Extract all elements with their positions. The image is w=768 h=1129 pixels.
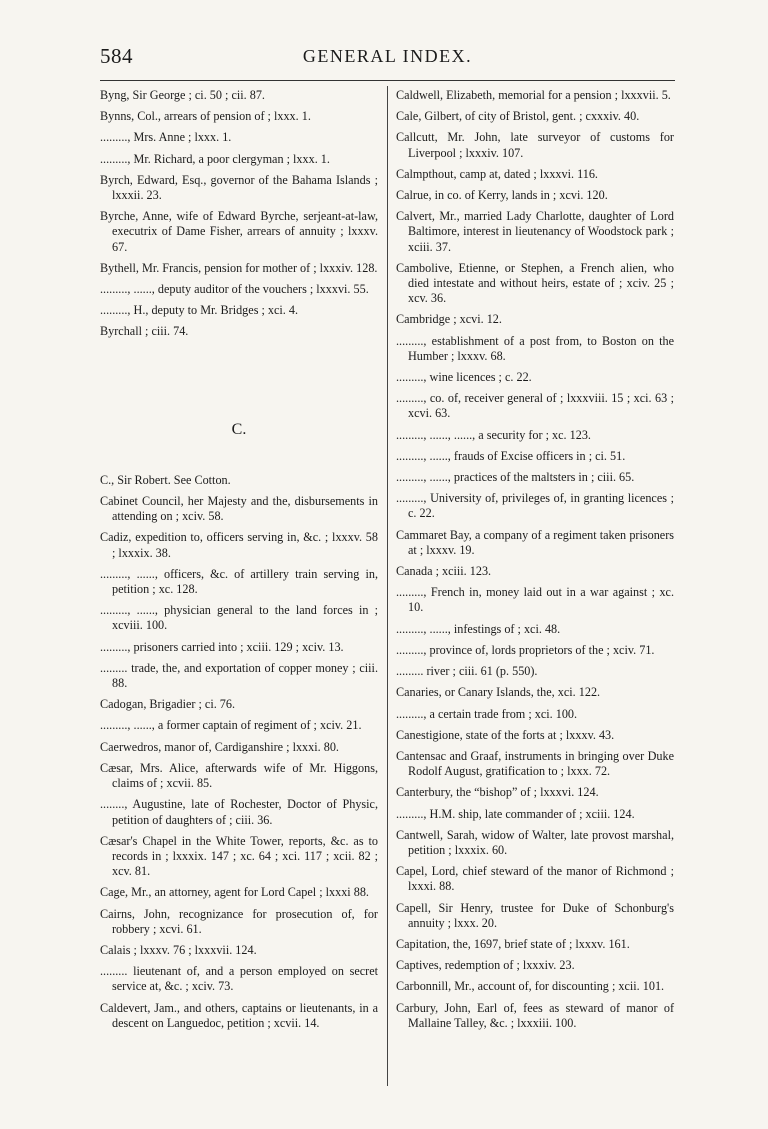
index-entry: ........., ......, infestings of ; xci. 48. (396, 621, 561, 636)
index-entry: Bythell, Mr. Francis, pension for mother of ; lxxxiv. 128. (100, 260, 378, 275)
index-entry: Callcutt, Mr. John, late surveyor of customs for Liverpool ; lxxxiv. 107. (396, 130, 674, 160)
left-top-entries (100, 88, 378, 340)
index-entry: Canada ; xciii. 123. (396, 564, 492, 579)
index-entry: ........., ......, frauds of Excise officers in ; ci. 51. (396, 448, 626, 463)
index-entry: ......... trade, the, and exportation of copper money ; ciii. 88. (100, 660, 378, 691)
index-entry: ........., University of, privileges of, in granting licences ; c. 22. (396, 491, 674, 521)
index-entry: ........., province of, lords proprietors of the ; xciv. 71. (396, 642, 655, 657)
index-entry: ........., wine licences ; c. 22. (396, 370, 532, 385)
index-entry: Cambolive, Etienne, or Stephen, a French alien, who died intestate and without heirs, estate of ; xciv. 25 ; xcv. 36. (396, 260, 674, 306)
index-entry: Caldevert, Jam., and others, captains or lieutenants, in a descent on Languedoc, petition ; xcvii. 14. (100, 1000, 378, 1030)
index-entry: Canestigione, state of the forts at ; lxxxv. 43. (396, 727, 615, 742)
header-rule (100, 80, 675, 81)
index-entry: ........., ......, deputy auditor of the vouchers ; lxxxvi. 55. (100, 282, 369, 297)
index-entry: Calmpthout, camp at, dated ; lxxxvi. 116. (396, 166, 598, 181)
page-number: 584 (100, 44, 133, 68)
index-entry: Captives, redemption of ; lxxxiv. 23. (396, 958, 575, 973)
index-entry: Carbury, John, Earl of, fees as steward of manor of Mallaine Talley, &c. ; lxxxiii. 100. (396, 1000, 674, 1030)
index-entry: ........., ......, a former captain of regiment of ; xciv. 21. (100, 718, 362, 733)
index-entry: Carbonnill, Mr., account of, for discounting ; xcii. 101. (396, 979, 665, 994)
index-entry: Cantensac and Graaf, instruments in bringing over Duke Rodolf August, gratification to ; lxxx. 72. (396, 748, 674, 779)
running-title: GENERAL INDEX. (302, 46, 473, 66)
index-entry: ........, Augustine, late of Rochester, Doctor of Physic, petition of daughters of ; ciii. 36. (100, 797, 378, 827)
index-entry: Calrue, in co. of Kerry, lands in ; xcvi. 120. (396, 188, 608, 203)
index-entry: Byrche, Anne, wife of Edward Byrche, serjeant-at-law, executrix of Dame Fisher, arrears of annuity ; lxxxv. 67. (100, 209, 378, 254)
right-column (396, 88, 674, 1037)
index-entry: Cale, Gilbert, of city of Bristol, gent. ; cxxxiv. 40. (396, 109, 640, 124)
page-header (100, 44, 675, 72)
column-divider (387, 86, 388, 1086)
index-entry: Cambridge ; xcvi. 12. (396, 312, 502, 327)
index-entry: Byrchall ; ciii. 74. (100, 324, 189, 339)
index-entry: Cadiz, expedition to, officers serving in, &c. ; lxxxv. 58 ; lxxxix. 38. (100, 530, 378, 560)
index-entry: Cabinet Council, her Majesty and the, disbursements in attending on ; xciv. 58. (100, 494, 378, 524)
index-entry: Cæsar's Chapel in the White Tower, reports, &c. as to records in ; lxxxix. 147 ; xc. 64 ; xci. 117 ; xcii. 82 ; xcv. 81. (100, 833, 378, 879)
index-entry: C., Sir Robert. See Cotton. (100, 472, 231, 487)
index-entry: ........., ......, officers, &c. of artillery train serving in, petition ; xc. 128. (100, 566, 378, 597)
index-entry: Bynns, Col., arrears of pension of ; lxxx. 1. (100, 109, 311, 124)
index-entry: Capel, Lord, chief steward of the manor of Richmond ; lxxxi. 88. (396, 864, 674, 894)
index-entry: Caldwell, Elizabeth, memorial for a pension ; lxxxvii. 5. (396, 88, 671, 102)
index-entry: Capitation, the, 1697, brief state of ; lxxxv. 161. (396, 936, 630, 951)
index-entry: ........., H., deputy to Mr. Bridges ; xci. 4. (100, 303, 299, 318)
left-column (100, 88, 378, 1037)
index-entry: ........., a certain trade from ; xci. 100. (396, 706, 578, 721)
left-bottom-entries (100, 473, 378, 1031)
index-entry: Cage, Mr., an attorney, agent for Lord Capel ; lxxxi 88. (100, 885, 369, 900)
index-entry: Cairns, John, recognizance for prosecution of, for robbery ; xcvi. 61. (100, 906, 378, 936)
right-entries (396, 88, 674, 1031)
index-entry: ........., H.M. ship, late commander of ; xciii. 124. (396, 806, 635, 821)
index-entry: Cammaret Bay, a company of a regiment taken prisoners at ; lxxxv. 19. (396, 527, 674, 557)
index-entry: Cantwell, Sarah, widow of Walter, late provost marshal, petition ; lxxxix. 60. (396, 827, 674, 857)
index-entry: ........., Mr. Richard, a poor clergyman ; lxxx. 1. (100, 151, 330, 166)
index-entry: Canterbury, the “bishop” of ; lxxxvi. 124. (396, 785, 599, 800)
index-entry: ........., French in, money laid out in a war against ; xc. 10. (396, 585, 674, 615)
index-entry: Byng, Sir George ; ci. 50 ; cii. 87. (100, 88, 265, 102)
index-entry: Canaries, or Canary Islands, the, xci. 122. (396, 685, 601, 700)
index-entry: ........., ......, physician general to the land forces in ; xcviii. 100. (100, 603, 378, 633)
index-entry: ......... lieutenant of, and a person employed on secret service at, &c. ; xciv. 73. (100, 964, 378, 994)
index-entry: Calais ; lxxxv. 76 ; lxxxvii. 124. (100, 942, 257, 957)
index-entry: ........., prisoners carried into ; xciii. 129 ; xciv. 13. (100, 639, 344, 654)
index-entry: Caerwedros, manor of, Cardiganshire ; lxxxi. 80. (100, 739, 339, 754)
index-entry: ........., ......, ......, a security for ; xc. 123. (396, 427, 591, 442)
index-entry: ......... river ; ciii. 61 (p. 550). (396, 664, 538, 679)
index-entry: ........., establishment of a post from, to Boston on the Humber ; lxxxv. 68. (396, 333, 674, 363)
index-entry: ........., Mrs. Anne ; lxxx. 1. (100, 130, 232, 145)
index-entry: Cadogan, Brigadier ; ci. 76. (100, 697, 236, 712)
index-entry: Byrch, Edward, Esq., governor of the Bahama Islands ; lxxxii. 23. (100, 172, 378, 203)
section-letter: C. (231, 420, 247, 438)
index-entry: ........., co. of, receiver general of ; lxxxviii. 15 ; xci. 63 ; xcvi. 63. (396, 391, 674, 421)
index-entry: ........., ......, practices of the maltsters in ; ciii. 65. (396, 470, 635, 485)
index-entry: Calvert, Mr., married Lady Charlotte, daughter of Lord Baltimore, interest in lieutenancy of Woodstock park ; xciii. 37. (396, 209, 674, 254)
index-entry: Capell, Sir Henry, trustee for Duke of Schonburg's annuity ; lxxx. 20. (396, 900, 674, 930)
index-entry: Cæsar, Mrs. Alice, afterwards wife of Mr. Higgons, claims of ; xcvii. 85. (100, 760, 378, 791)
